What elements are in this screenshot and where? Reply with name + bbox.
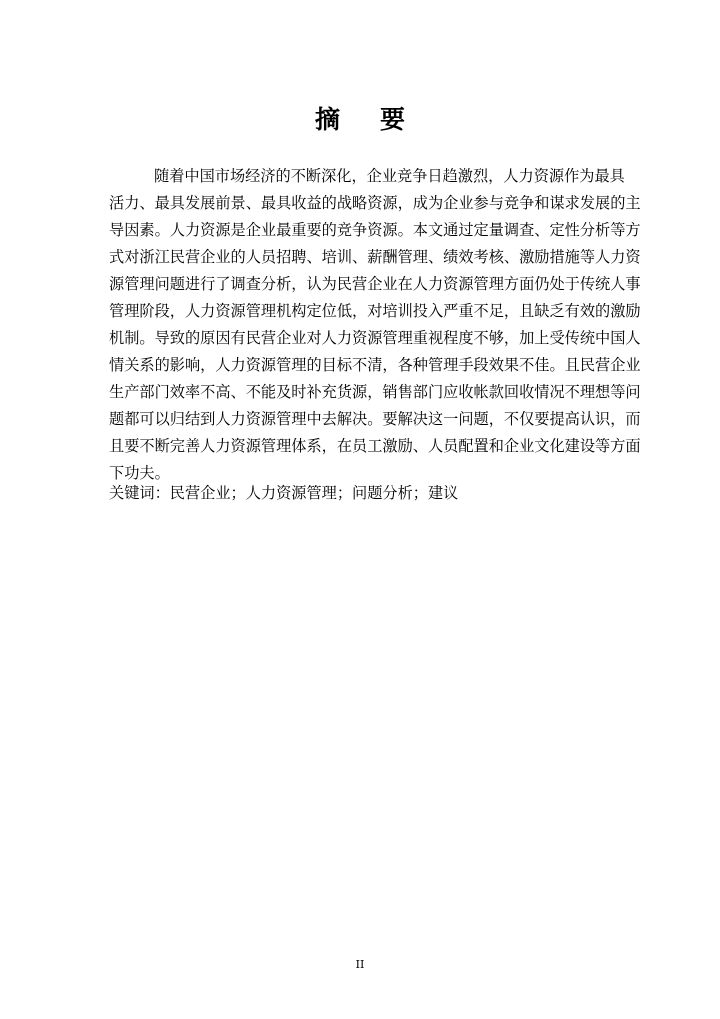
abstract-line: 源管理问题进行了调查分析，认为民营企业在人力资源管理方面仍处于传统人事 <box>109 275 641 293</box>
keywords-line: 关键词：民营企业；人力资源管理；问题分析；建议 <box>109 484 459 502</box>
abstract-line: 导因素。人力资源是企业最重要的竞争资源。本文通过定量调查、定性分析等方 <box>109 221 641 239</box>
abstract-line: 情关系的影响，人力资源管理的目标不清，各种管理手段效果不佳。且民营企业 <box>109 356 641 374</box>
title-char-1: 摘 <box>314 105 340 134</box>
abstract-title <box>0 104 720 136</box>
abstract-line: 生产部门效率不高、不能及时补充货源，销售部门应收帐款回收情况不理想等问 <box>109 383 641 401</box>
abstract-line: 式对浙江民营企业的人员招聘、培训、薪酬管理、绩效考核、激励措施等人力资 <box>109 248 641 266</box>
abstract-line: 机制。导致的原因有民营企业对人力资源管理重视程度不够，加上受传统中国人 <box>109 329 641 347</box>
abstract-line: 下功夫。 <box>109 464 170 482</box>
title-char-2: 要 <box>380 105 406 134</box>
abstract-line: 活力、最具发展前景、最具收益的战略资源，成为企业参与竞争和谋求发展的主 <box>109 194 641 212</box>
abstract-line: 随着中国市场经济的不断深化，企业竞争日趋激烈，人力资源作为最具 <box>154 167 625 185</box>
page-number: II <box>355 958 365 971</box>
abstract-line: 题都可以归结到人力资源管理中去解决。要解决这一问题，不仅要提高认识，而 <box>109 410 641 428</box>
abstract-line: 管理阶段，人力资源管理机构定位低，对培训投入严重不足，且缺乏有效的激励 <box>109 302 641 320</box>
abstract-line: 且要不断完善人力资源管理体系，在员工激励、人员配置和企业文化建设等方面 <box>109 437 641 455</box>
abstract-body <box>109 163 641 487</box>
